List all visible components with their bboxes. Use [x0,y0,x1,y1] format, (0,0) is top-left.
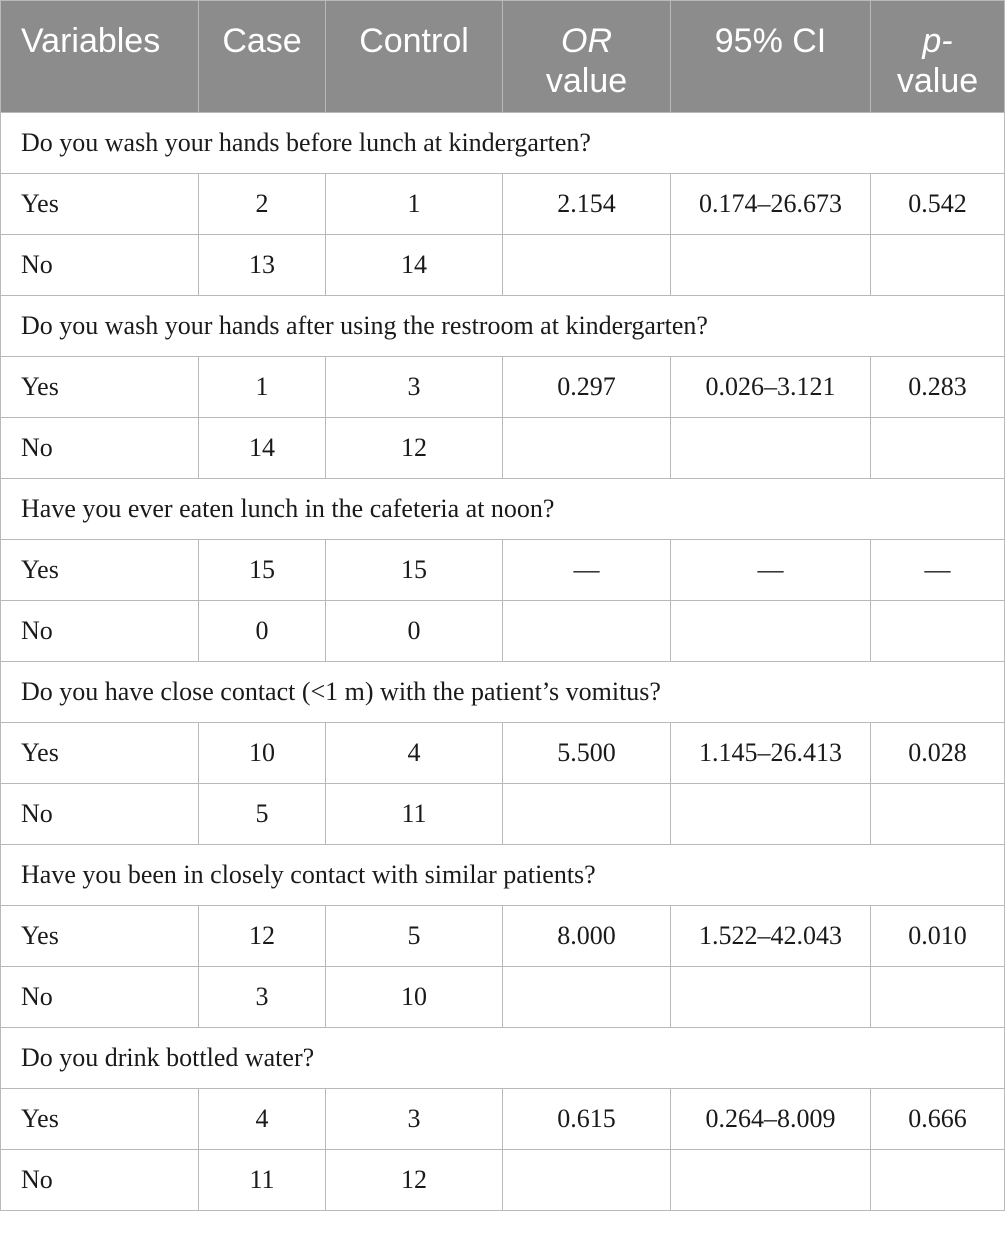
table-row [1,357,1005,418]
case-cell: 15 [199,540,326,601]
question-text: Do you have close contact (<1 m) with the patient’s vomitus? [1,662,1005,723]
p-cell [871,784,1005,845]
or-cell [503,967,671,1028]
table-row [1,235,1005,296]
p-cell: 0.666 [871,1089,1005,1150]
case-cell: 10 [199,723,326,784]
header-row [1,1,1005,113]
table-row [1,784,1005,845]
or-cell [503,784,671,845]
control-cell: 4 [326,723,503,784]
or-cell [503,601,671,662]
row-label: No [1,967,199,1028]
ci-cell: 1.522–42.043 [671,906,871,967]
p-cell: 0.028 [871,723,1005,784]
question-row [1,845,1005,906]
control-cell: 14 [326,235,503,296]
p-cell [871,1150,1005,1211]
question-row [1,113,1005,174]
p-cell [871,967,1005,1028]
row-label: No [1,601,199,662]
control-cell: 12 [326,1150,503,1211]
p-cell [871,235,1005,296]
row-label: No [1,1150,199,1211]
header-ci: 95% CI [671,1,871,113]
control-cell: 12 [326,418,503,479]
control-cell: 10 [326,967,503,1028]
header-or-value-label: value [545,62,628,100]
table-row [1,1150,1005,1211]
question-row [1,479,1005,540]
ci-cell: 0.264–8.009 [671,1089,871,1150]
p-cell: — [871,540,1005,601]
control-cell: 0 [326,601,503,662]
header-p-label: p- [922,22,953,60]
row-label: Yes [1,906,199,967]
or-cell: 8.000 [503,906,671,967]
or-cell [503,418,671,479]
p-cell [871,601,1005,662]
table-row [1,723,1005,784]
case-cell: 3 [199,967,326,1028]
control-cell: 3 [326,357,503,418]
p-cell: 0.542 [871,174,1005,235]
question-text: Have you ever eaten lunch in the cafeteria at noon? [1,479,1005,540]
ci-cell [671,967,871,1028]
header-p-value-label: value [896,62,979,100]
question-text: Do you drink bottled water? [1,1028,1005,1089]
ci-cell: 0.174–26.673 [671,174,871,235]
ci-cell [671,1150,871,1211]
question-row [1,662,1005,723]
or-cell: 0.615 [503,1089,671,1150]
p-cell: 0.283 [871,357,1005,418]
p-cell: 0.010 [871,906,1005,967]
or-cell: 0.297 [503,357,671,418]
case-cell: 0 [199,601,326,662]
case-cell: 14 [199,418,326,479]
table-row [1,906,1005,967]
case-cell: 12 [199,906,326,967]
case-cell: 1 [199,357,326,418]
table-row [1,967,1005,1028]
header-variables: Variables [1,1,199,113]
control-cell: 3 [326,1089,503,1150]
question-text: Do you wash your hands after using the restroom at kindergarten? [1,296,1005,357]
table-row [1,601,1005,662]
ci-cell: 0.026–3.121 [671,357,871,418]
ci-cell: — [671,540,871,601]
row-label: No [1,784,199,845]
or-cell: 2.154 [503,174,671,235]
or-cell [503,235,671,296]
table-row [1,174,1005,235]
header-case: Case [199,1,326,113]
p-cell [871,418,1005,479]
ci-cell [671,418,871,479]
question-row [1,1028,1005,1089]
row-label: Yes [1,1089,199,1150]
case-cell: 13 [199,235,326,296]
question-row [1,296,1005,357]
header-or-value [503,1,671,113]
ci-cell: 1.145–26.413 [671,723,871,784]
or-cell: 5.500 [503,723,671,784]
ci-cell [671,784,871,845]
table-row [1,1089,1005,1150]
ci-cell [671,601,871,662]
case-cell: 11 [199,1150,326,1211]
ci-cell [671,235,871,296]
row-label: No [1,235,199,296]
control-cell: 5 [326,906,503,967]
header-or-label: OR [561,22,612,60]
case-cell: 4 [199,1089,326,1150]
or-cell [503,1150,671,1211]
control-cell: 1 [326,174,503,235]
header-control: Control [326,1,503,113]
row-label: Yes [1,174,199,235]
row-label: Yes [1,357,199,418]
control-cell: 11 [326,784,503,845]
row-label: No [1,418,199,479]
header-p-value [871,1,1005,113]
question-text: Do you wash your hands before lunch at kindergarten? [1,113,1005,174]
or-cell: — [503,540,671,601]
question-text: Have you been in closely contact with similar patients? [1,845,1005,906]
control-cell: 15 [326,540,503,601]
case-cell: 5 [199,784,326,845]
table-row [1,540,1005,601]
table-row [1,418,1005,479]
row-label: Yes [1,723,199,784]
row-label: Yes [1,540,199,601]
case-cell: 2 [199,174,326,235]
